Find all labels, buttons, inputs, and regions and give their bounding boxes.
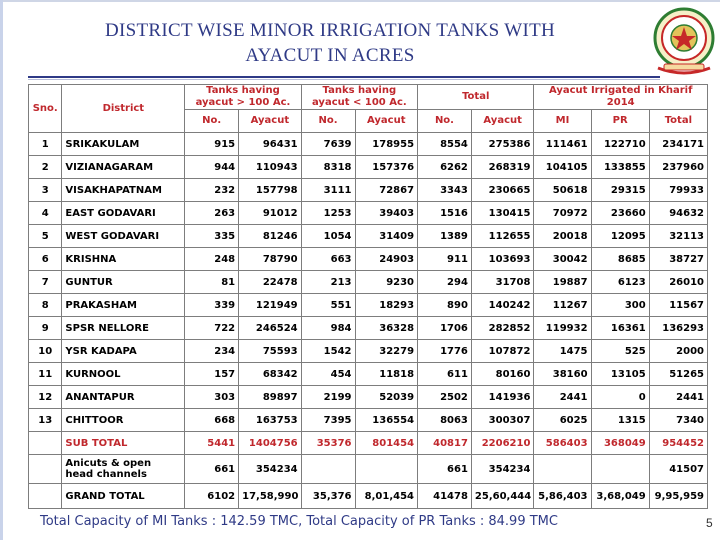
cell-value: 38727 [649, 248, 707, 271]
cell-value: 5441 [185, 432, 239, 455]
cell-value [534, 455, 591, 484]
cell-value: 19887 [534, 271, 591, 294]
cell-value: 25,60,444 [471, 484, 534, 509]
title-divider-shadow [28, 79, 660, 80]
cell-value: 551 [301, 294, 355, 317]
cell-district: SRIKAKULAM [62, 133, 185, 156]
table-body [29, 133, 708, 432]
cell-value: 275386 [471, 133, 534, 156]
cell-value: 339 [185, 294, 239, 317]
cell-value: 3111 [301, 179, 355, 202]
cell-value: 91012 [239, 202, 302, 225]
cell-value: 50618 [534, 179, 591, 202]
cell-value: 89897 [239, 386, 302, 409]
header-total: Total [418, 85, 534, 110]
cell-value: 294 [418, 271, 472, 294]
header-lt100: Tanks having ayacut < 100 Ac. [301, 85, 417, 110]
cell-value: 12095 [591, 225, 649, 248]
cell-value: 157798 [239, 179, 302, 202]
cell-value [591, 455, 649, 484]
cell-value: 661 [185, 455, 239, 484]
cell-value: 454 [301, 363, 355, 386]
cell-district: GUNTUR [62, 271, 185, 294]
table-row [29, 225, 708, 248]
header-district: District [62, 85, 185, 133]
cell-value: 52039 [355, 386, 418, 409]
cell-sno: 4 [29, 202, 62, 225]
cell-district: PRAKASHAM [62, 294, 185, 317]
cell-value: 248 [185, 248, 239, 271]
cell-value: 234171 [649, 133, 707, 156]
cell-sno: 13 [29, 409, 62, 432]
header-mi: MI [534, 110, 591, 133]
header-ayacut: Ayacut [355, 110, 418, 133]
left-accent-bar [0, 0, 3, 540]
cell-value: 81246 [239, 225, 302, 248]
cell-value: 136293 [649, 317, 707, 340]
cell-value: 268319 [471, 156, 534, 179]
cell-district: EAST GODAVARI [62, 202, 185, 225]
cell-value: 75593 [239, 340, 302, 363]
table-row [29, 409, 708, 432]
subtotal-row [29, 432, 708, 455]
cell-value: 72867 [355, 179, 418, 202]
cell-value: 70972 [534, 202, 591, 225]
cell-sno: 7 [29, 271, 62, 294]
cell-value: 24903 [355, 248, 418, 271]
table-row [29, 386, 708, 409]
cell-value: 9230 [355, 271, 418, 294]
cell-value: 2000 [649, 340, 707, 363]
cell-value: 1389 [418, 225, 472, 248]
cell-value: 232 [185, 179, 239, 202]
cell-value: 801454 [355, 432, 418, 455]
cell-value: 8318 [301, 156, 355, 179]
cell-value: 984 [301, 317, 355, 340]
header-no: No. [418, 110, 472, 133]
header-total-col: Total [649, 110, 707, 133]
cell-value: 890 [418, 294, 472, 317]
header-pr: PR [591, 110, 649, 133]
table-row [29, 317, 708, 340]
cell-value: 136554 [355, 409, 418, 432]
cell-value [355, 455, 418, 484]
cell-value: 31708 [471, 271, 534, 294]
cell-value: 112655 [471, 225, 534, 248]
cell-value: 915 [185, 133, 239, 156]
title-divider [28, 76, 660, 78]
cell-sno: 3 [29, 179, 62, 202]
cell-value: 354234 [239, 455, 302, 484]
cell-value: 96431 [239, 133, 302, 156]
cell-value: 16361 [591, 317, 649, 340]
irrigation-table [28, 84, 708, 509]
cell-value: 7395 [301, 409, 355, 432]
state-emblem-icon [652, 6, 716, 78]
cell-value: 8,01,454 [355, 484, 418, 509]
cell-value: 1404756 [239, 432, 302, 455]
title-line-2: AYACUT IN ACRES [245, 45, 415, 66]
cell-value: 13105 [591, 363, 649, 386]
cell-value: 130415 [471, 202, 534, 225]
header-ayacut: Ayacut [239, 110, 302, 133]
cell-value: 2441 [534, 386, 591, 409]
cell-value: 20018 [534, 225, 591, 248]
cell-value: 1776 [418, 340, 472, 363]
cell-value: 30042 [534, 248, 591, 271]
cell-value: 663 [301, 248, 355, 271]
header-ayacut: Ayacut [471, 110, 534, 133]
cell-value: 282852 [471, 317, 534, 340]
cell-district: KURNOOL [62, 363, 185, 386]
cell-value: 2199 [301, 386, 355, 409]
cell-value: 18293 [355, 294, 418, 317]
cell-value: 668 [185, 409, 239, 432]
cell-value: 9,95,959 [649, 484, 707, 509]
cell-value: 140242 [471, 294, 534, 317]
cell-district: WEST GODAVARI [62, 225, 185, 248]
title-line-1: DISTRICT WISE MINOR IRRIGATION TANKS WITH [104, 20, 556, 41]
cell-value: 1516 [418, 202, 472, 225]
cell-value: 11818 [355, 363, 418, 386]
cell-value: 41507 [649, 455, 707, 484]
cell-value: 911 [418, 248, 472, 271]
cell-value: 1706 [418, 317, 472, 340]
cell-value: 78790 [239, 248, 302, 271]
cell-value: 300307 [471, 409, 534, 432]
table-header-row-1 [29, 85, 708, 110]
page-title [40, 18, 620, 68]
cell-value: 104105 [534, 156, 591, 179]
cell-sno: 6 [29, 248, 62, 271]
cell-value: 111461 [534, 133, 591, 156]
cell-value: 122710 [591, 133, 649, 156]
table-row [29, 271, 708, 294]
cell-sno: 5 [29, 225, 62, 248]
cell-district: KRISHNA [62, 248, 185, 271]
cell-sno: 10 [29, 340, 62, 363]
cell-value: 81 [185, 271, 239, 294]
header-no: No. [301, 110, 355, 133]
cell-value: 157376 [355, 156, 418, 179]
cell-value: 1542 [301, 340, 355, 363]
cell-value: 611 [418, 363, 472, 386]
anicuts-row [29, 455, 708, 484]
cell-value: 368049 [591, 432, 649, 455]
cell-value: 51265 [649, 363, 707, 386]
cell-value: 119932 [534, 317, 591, 340]
cell-value: 6262 [418, 156, 472, 179]
cell-value: 954452 [649, 432, 707, 455]
cell-value: 35376 [301, 432, 355, 455]
cell-value: 79933 [649, 179, 707, 202]
cell-value: 11567 [649, 294, 707, 317]
cell-value: 6102 [185, 484, 239, 509]
cell-value: 3,68,049 [591, 484, 649, 509]
cell-value: 234 [185, 340, 239, 363]
footer-capacity-note: Total Capacity of MI Tanks : 142.59 TMC, Total Capacity of PR Tanks : 84.99 TMC [40, 514, 558, 529]
subtotal-sno [29, 432, 62, 455]
grandtotal-label: GRAND TOTAL [62, 484, 185, 509]
header-kharif: Ayacut Irrigated in Kharif 2014 [534, 85, 708, 110]
table-row [29, 179, 708, 202]
header-sno: Sno. [29, 85, 62, 133]
cell-value: 213 [301, 271, 355, 294]
cell-district: CHITTOOR [62, 409, 185, 432]
cell-value: 38160 [534, 363, 591, 386]
cell-value: 141936 [471, 386, 534, 409]
cell-value: 335 [185, 225, 239, 248]
cell-value: 2441 [649, 386, 707, 409]
cell-value: 0 [591, 386, 649, 409]
table-row [29, 294, 708, 317]
cell-district: YSR KADAPA [62, 340, 185, 363]
cell-district: ANANTAPUR [62, 386, 185, 409]
grandtotal-sno [29, 484, 62, 509]
table-row [29, 363, 708, 386]
cell-value: 26010 [649, 271, 707, 294]
cell-sno: 11 [29, 363, 62, 386]
grand-total-row [29, 484, 708, 509]
cell-value: 80160 [471, 363, 534, 386]
cell-district: VISAKHAPATNAM [62, 179, 185, 202]
cell-value: 23660 [591, 202, 649, 225]
page-number: 5 [706, 516, 713, 530]
cell-value: 31409 [355, 225, 418, 248]
cell-value: 178955 [355, 133, 418, 156]
cell-value: 2206210 [471, 432, 534, 455]
table-row [29, 156, 708, 179]
cell-value: 35,376 [301, 484, 355, 509]
cell-value: 7639 [301, 133, 355, 156]
cell-value: 110943 [239, 156, 302, 179]
cell-value: 7340 [649, 409, 707, 432]
cell-value: 3343 [418, 179, 472, 202]
cell-value: 246524 [239, 317, 302, 340]
cell-value: 354234 [471, 455, 534, 484]
anicuts-label: Anicuts & open head channels [62, 455, 185, 484]
table-row [29, 340, 708, 363]
cell-value: 36328 [355, 317, 418, 340]
cell-value: 94632 [649, 202, 707, 225]
cell-value: 22478 [239, 271, 302, 294]
cell-value: 32113 [649, 225, 707, 248]
cell-value: 300 [591, 294, 649, 317]
cell-value: 8685 [591, 248, 649, 271]
top-border [0, 0, 720, 2]
cell-value: 68342 [239, 363, 302, 386]
cell-district: VIZIANAGARAM [62, 156, 185, 179]
cell-value: 525 [591, 340, 649, 363]
cell-value: 263 [185, 202, 239, 225]
cell-value: 1054 [301, 225, 355, 248]
cell-value: 29315 [591, 179, 649, 202]
cell-value: 303 [185, 386, 239, 409]
cell-value: 163753 [239, 409, 302, 432]
table-row [29, 202, 708, 225]
cell-sno: 1 [29, 133, 62, 156]
cell-value: 103693 [471, 248, 534, 271]
cell-value: 32279 [355, 340, 418, 363]
cell-value: 230665 [471, 179, 534, 202]
cell-value: 107872 [471, 340, 534, 363]
cell-value: 722 [185, 317, 239, 340]
cell-district: SPSR NELLORE [62, 317, 185, 340]
cell-value: 6123 [591, 271, 649, 294]
cell-sno: 12 [29, 386, 62, 409]
cell-value: 8554 [418, 133, 472, 156]
cell-value: 17,58,990 [239, 484, 302, 509]
cell-value: 40817 [418, 432, 472, 455]
cell-value [301, 455, 355, 484]
table-row [29, 133, 708, 156]
cell-value: 121949 [239, 294, 302, 317]
cell-value: 586403 [534, 432, 591, 455]
cell-value: 6025 [534, 409, 591, 432]
cell-value: 41478 [418, 484, 472, 509]
cell-sno: 2 [29, 156, 62, 179]
cell-value: 661 [418, 455, 472, 484]
cell-value: 1475 [534, 340, 591, 363]
cell-value: 39403 [355, 202, 418, 225]
table-row [29, 248, 708, 271]
subtotal-label: SUB TOTAL [62, 432, 185, 455]
cell-value: 2502 [418, 386, 472, 409]
cell-value: 237960 [649, 156, 707, 179]
header-no: No. [185, 110, 239, 133]
anicuts-sno [29, 455, 62, 484]
cell-value: 944 [185, 156, 239, 179]
cell-sno: 8 [29, 294, 62, 317]
header-gt100: Tanks having ayacut > 100 Ac. [185, 85, 301, 110]
cell-value: 1253 [301, 202, 355, 225]
cell-value: 1315 [591, 409, 649, 432]
cell-value: 11267 [534, 294, 591, 317]
cell-value: 5,86,403 [534, 484, 591, 509]
cell-value: 8063 [418, 409, 472, 432]
cell-value: 133855 [591, 156, 649, 179]
cell-sno: 9 [29, 317, 62, 340]
cell-value: 157 [185, 363, 239, 386]
